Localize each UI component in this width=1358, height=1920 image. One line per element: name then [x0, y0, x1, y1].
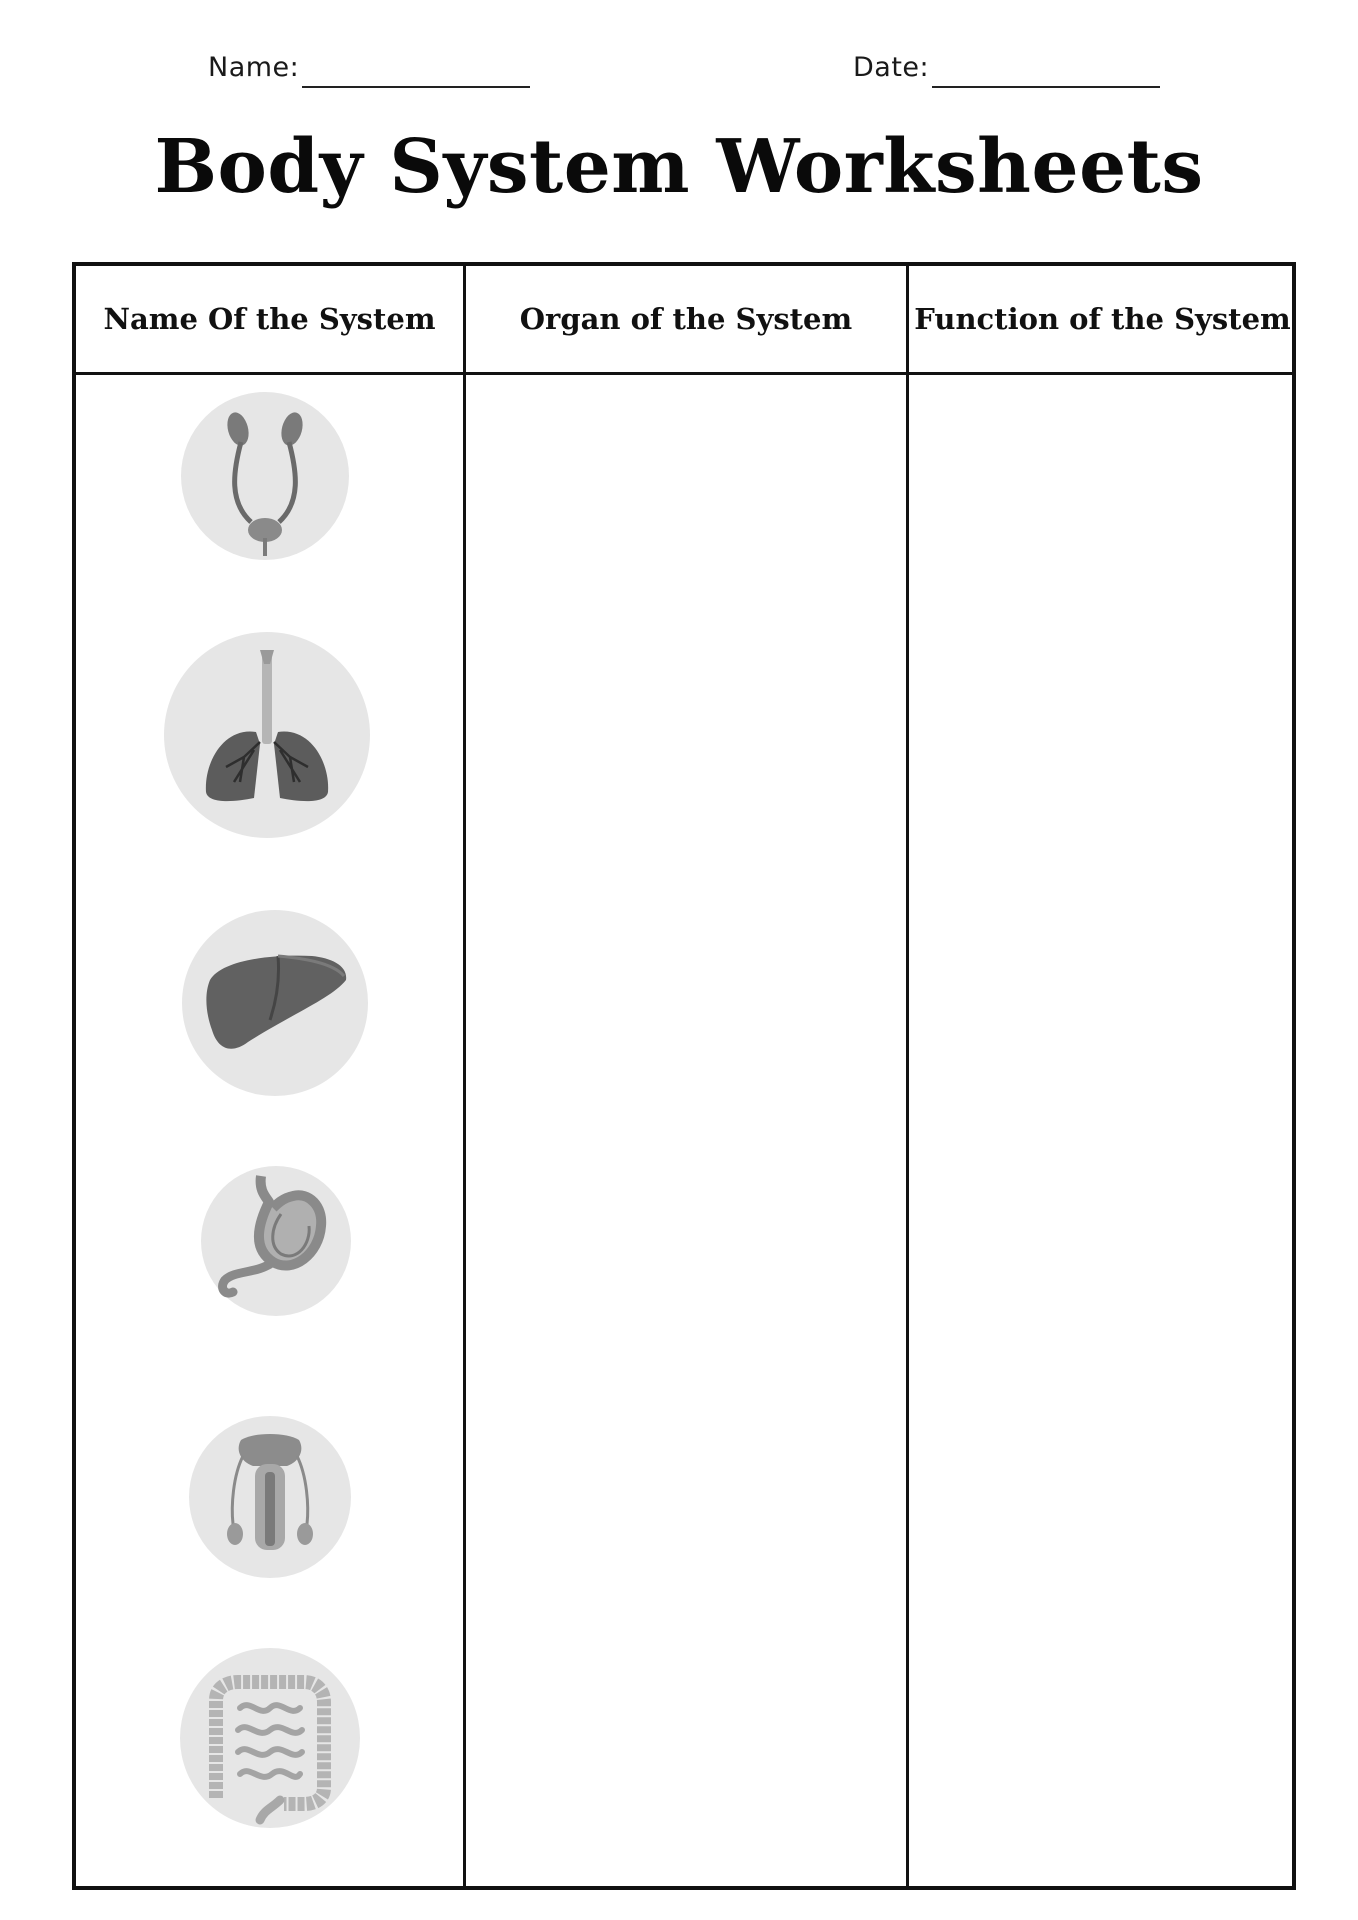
worksheet-table — [72, 262, 1296, 1890]
urinary-system-icon — [181, 392, 349, 560]
function-column-cell[interactable] — [909, 375, 1296, 1886]
column-header-function: Function of the System — [914, 302, 1291, 336]
page-title: Body System Worksheets — [154, 124, 1204, 210]
organ-column-cell[interactable] — [466, 375, 906, 1886]
date-label: Date: — [853, 52, 930, 83]
stomach-icon — [201, 1166, 351, 1316]
column-header-organ: Organ of the System — [519, 302, 853, 336]
date-input-line[interactable] — [932, 86, 1160, 88]
liver-icon — [182, 910, 368, 1096]
name-label: Name: — [208, 52, 300, 83]
name-input-line[interactable] — [302, 86, 530, 88]
reproductive-system-icon — [189, 1416, 351, 1578]
column-header-name: Name Of the System — [103, 302, 436, 336]
lungs-icon — [164, 632, 370, 838]
intestines-icon — [180, 1648, 360, 1828]
